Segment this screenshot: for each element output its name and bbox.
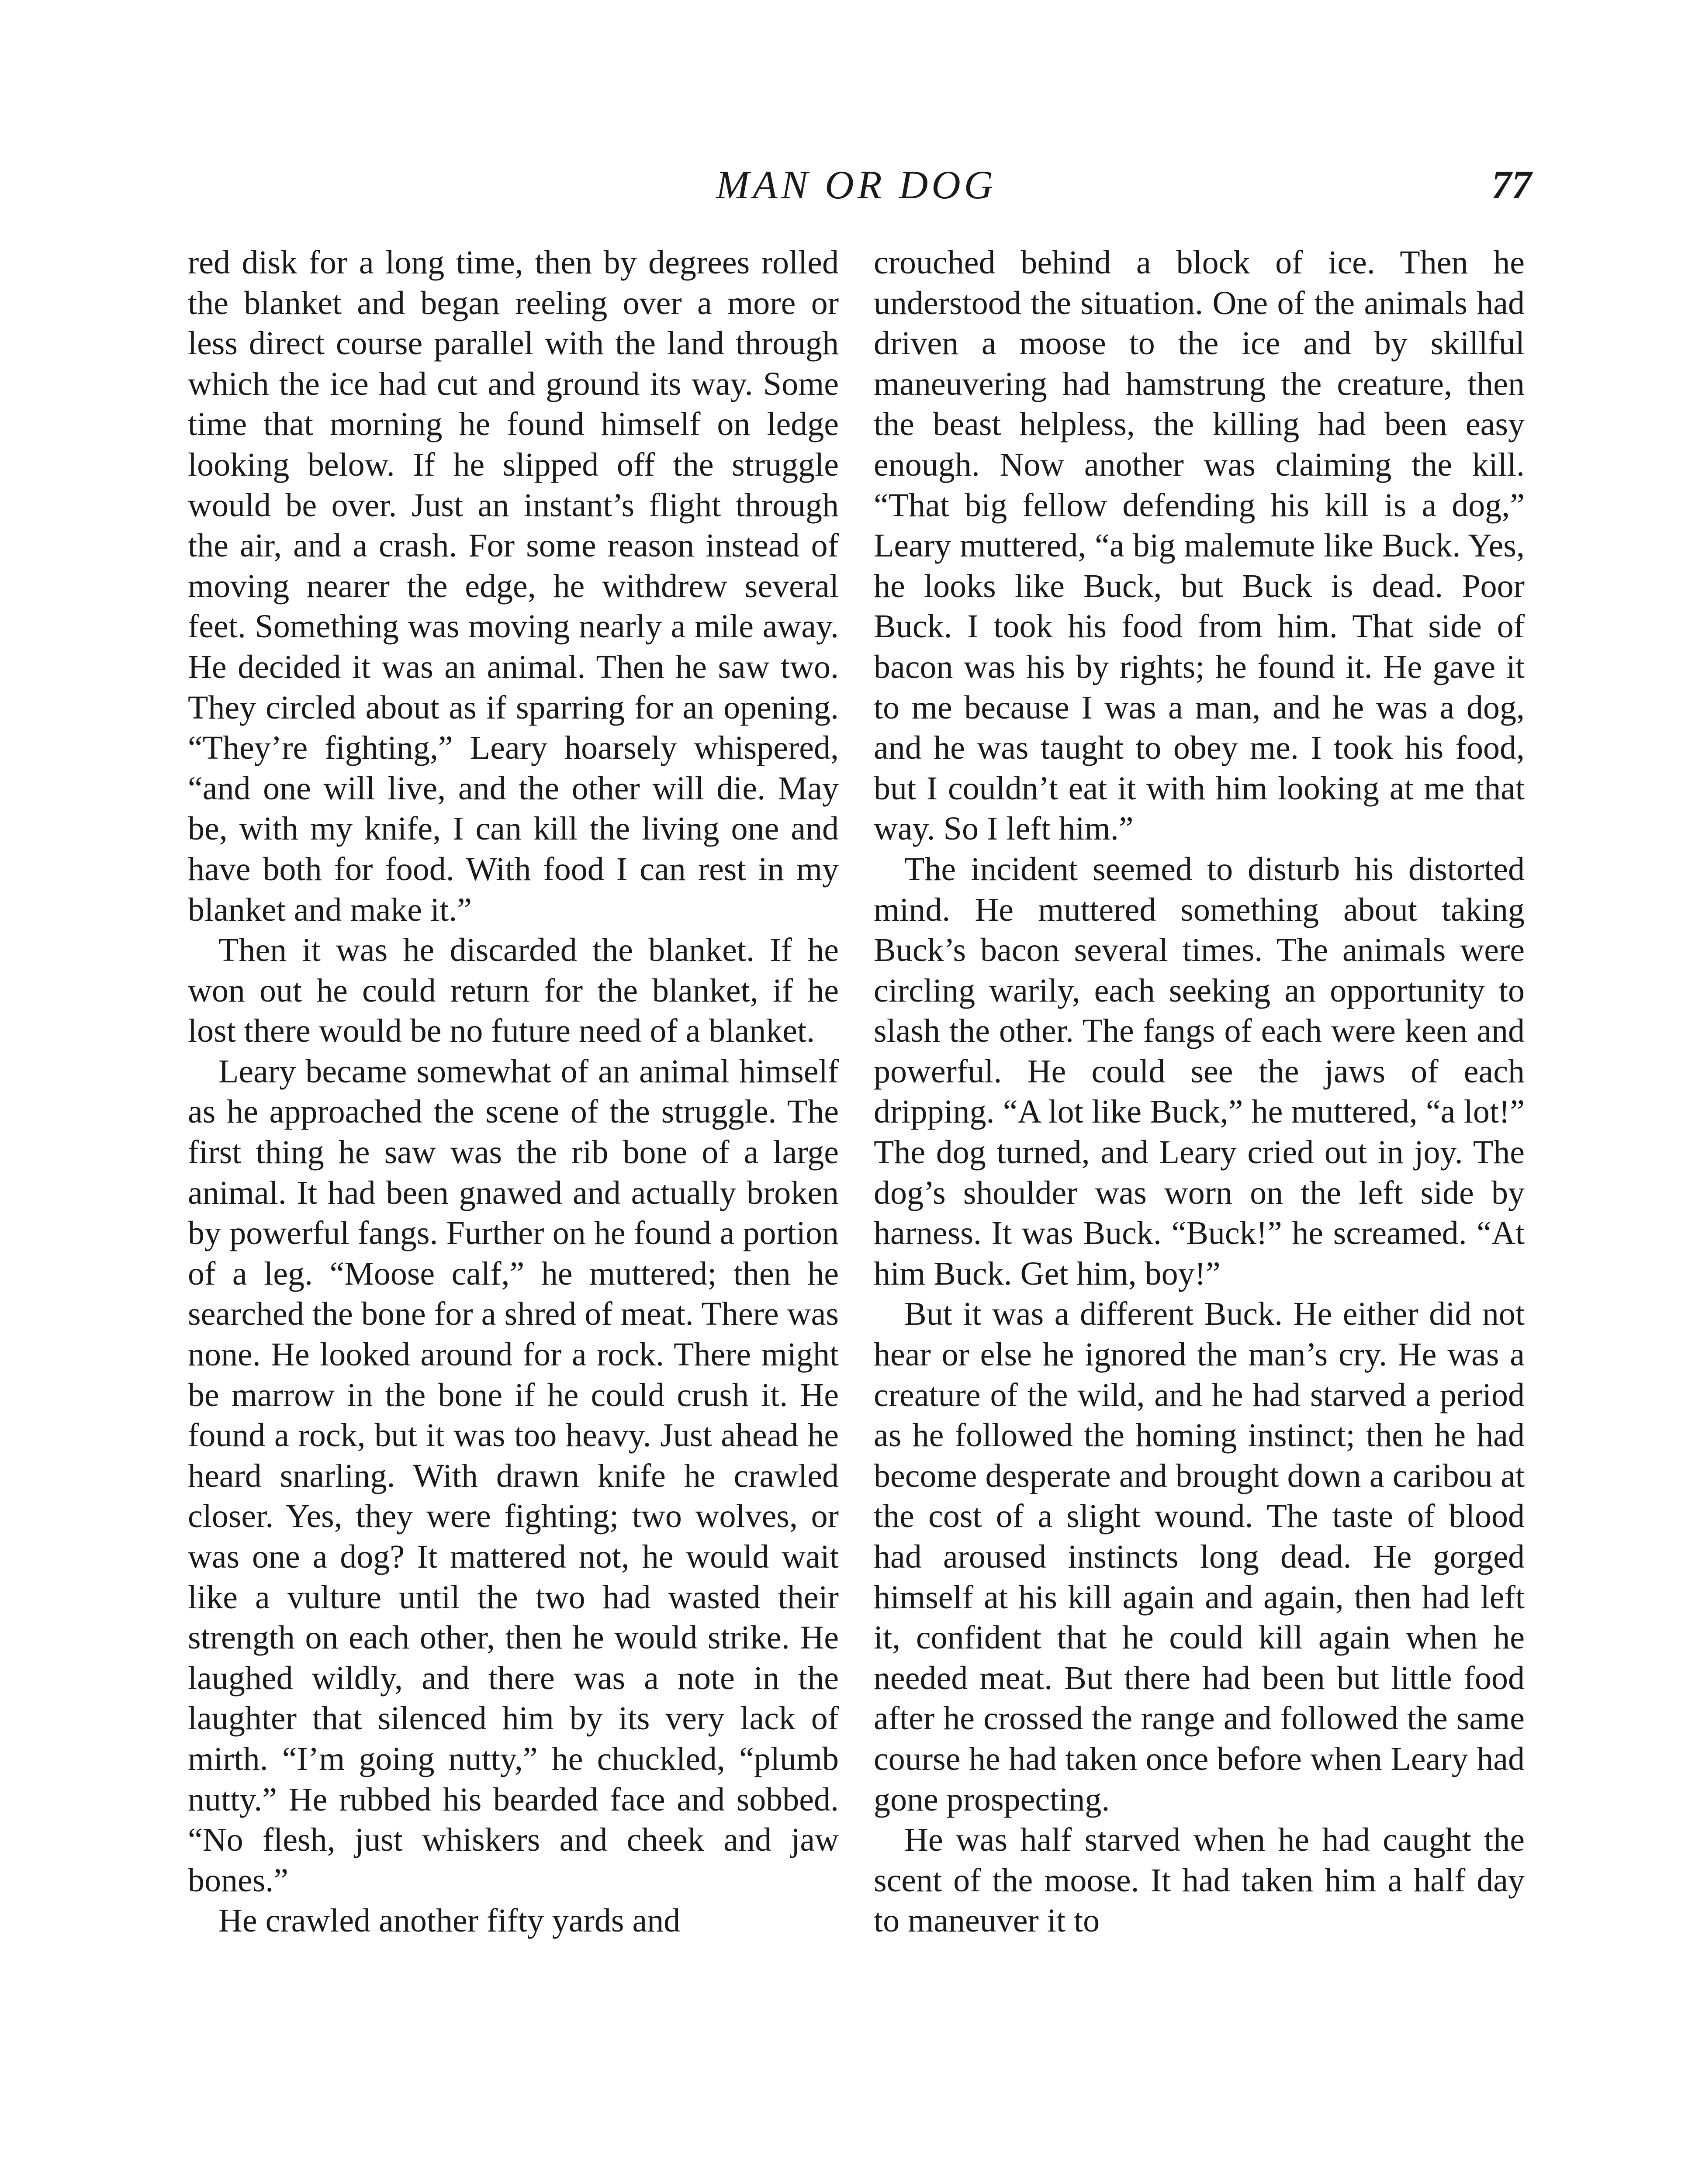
right-text-column xyxy=(874,242,1525,1941)
paragraph: Leary became somewhat of an animal himself as he approached the scene of the struggle. The first thing he saw was the rib bone of a large animal. It had been gnawed and actually broken by powerful fangs. Further on he found a portion of a leg. “Moose calf,” he muttered; then he searched the bone for a shred of meat. There was none. He looked around for a rock. There might be marrow in the bone if he could crush it. He found a rock, but it was too heavy. Just ahead he heard snarling. With drawn knife he crawled closer. Yes, they were fighting; two wolves, or was one a dog? It mattered not, he would wait like a vulture until the two had wasted their strength on each other, then he would strike. He laughed wildly, and there was a note in the laughter that silenced him by its very lack of mirth. “I’m going nutty,” he chuckled, “plumb nutty.” He rubbed his bearded face and sobbed. “No flesh, just whiskers and cheek and jaw bones.” xyxy=(188,1053,839,1899)
paragraph: Then it was he discarded the blanket. If he won out he could return for the blanket, if he lost there would be no future need of a blanket. xyxy=(188,932,839,1050)
running-title: MAN OR DOG xyxy=(716,162,997,207)
paragraph: red disk for a long time, then by degrees rolled the blanket and began reeling over a more or less direct course parallel with the land through which the ice had cut and ground its way. Some time that morning he found himself on ledge looking below. If he slipped off the struggle would be over. Just an instant’s flight through the air, and a crash. For some reason instead of moving nearer the edge, he withdrew several feet. Something was moving nearly a mile away. He decided it was an animal. Then he saw two. They circled about as if sparring for an opening. “They’re fighting,” Leary hoarsely whispered, “and one will live, and the other will die. May be, with my knife, I can kill the living one and have both for food. With food I can rest in my blanket and make it.” xyxy=(188,244,839,928)
paragraph: But it was a different Buck. He either did not hear or else he ignored the man’s cry. He was a creature of the wild, and he had starved a period as he followed the homing instinct; then he had become desperate and brought down a caribou at the cost of a slight wound. The taste of blood had aroused instincts long dead. He gorged himself at his kill again and again, then had left it, confident that he could kill again when he needed meat. But there had been but little food after he crossed the range and followed the same course he had taken once before when Leary had gone prospecting. xyxy=(874,1296,1525,1818)
left-text-column xyxy=(188,242,839,1941)
paragraph: He crawled another fifty yards and xyxy=(218,1902,681,1939)
paragraph: crouched behind a block of ice. Then he understood the situation. One of the animals had driven a moose to the ice and by skillful maneuvering had hamstrung the creature, then the beast helpless, the killing had been easy enough. Now another was claiming the kill. “That big fellow defending his kill is a dog,” Leary muttered, “a big malemute like Buck. Yes, he looks like Buck, but Buck is dead. Poor Buck. I took his food from him. That side of bacon was his by rights; he found it. He gave it to me because I was a man, and he was a dog, and he was taught to obey me. I took his food, but I couldn’t eat it with him looking at me that way. So I left him.” xyxy=(874,244,1525,847)
page-number: 77 xyxy=(1491,162,1532,207)
paragraph: He was half starved when he had caught the scent of the moose. It had taken him a half day to maneuver it to xyxy=(874,1821,1525,1939)
paragraph: The incident seemed to disturb his distorted mind. He muttered something about taking Buck’s bacon several times. The animals were circling warily, each seeking an opportunity to slash the other. The fangs of each were keen and powerful. He could see the jaws of each dripping. “A lot like Buck,” he muttered, “a lot!” The dog turned, and Leary cried out in joy. The dog’s shoulder was worn on the left side by harness. It was Buck. “Buck!” he screamed. “At him Buck. Get him, boy!” xyxy=(874,850,1525,1292)
page-header xyxy=(0,162,1702,223)
